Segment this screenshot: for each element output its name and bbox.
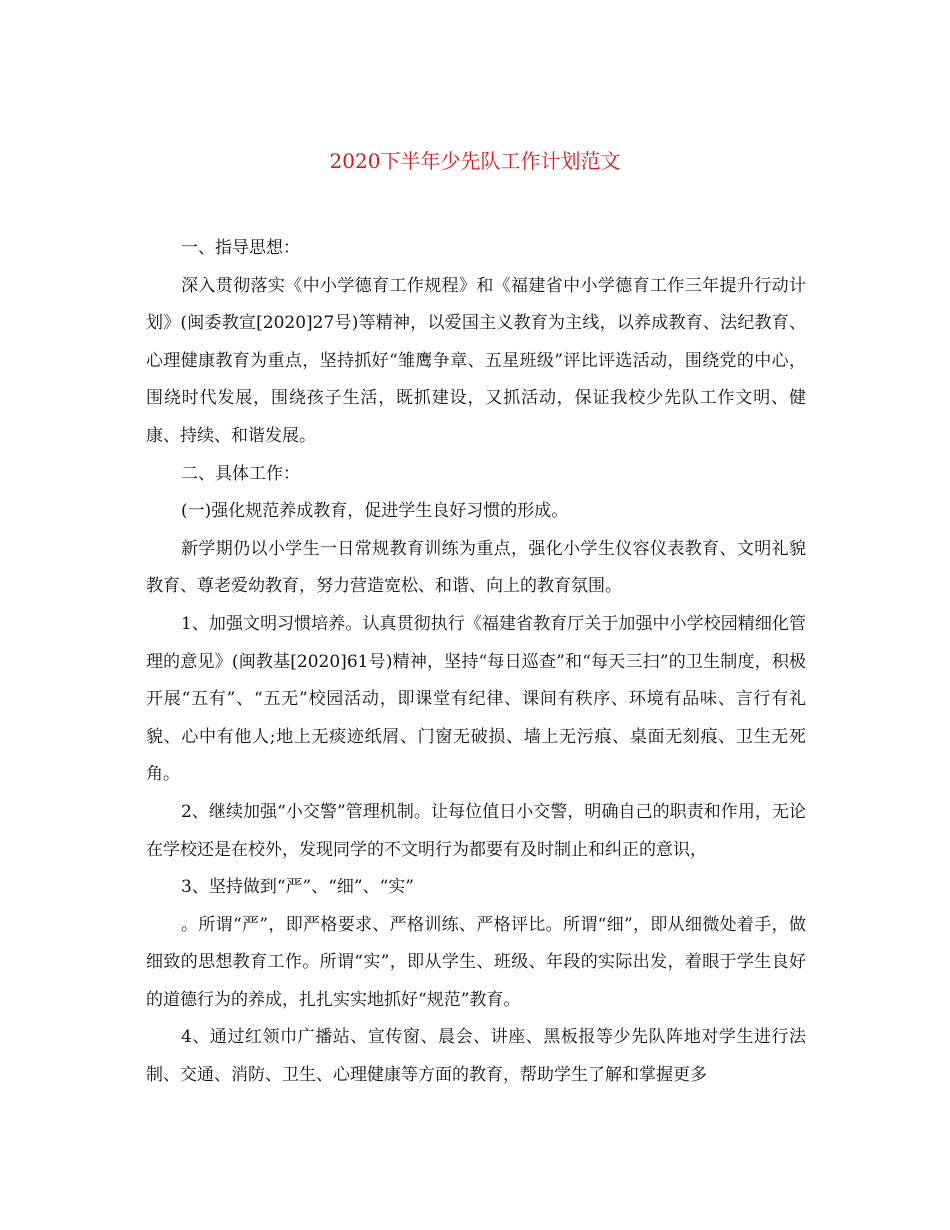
document-title: 2020下半年少先队工作计划范文 [329, 149, 621, 173]
paragraph: 1、加强文明习惯培养。认真贯彻执行《福建省教育厅关于加强中小学校园精细化管理的意见》(闽教基[2020]61号)精神，坚持“每日巡查”和“每天三扫”的卫生制度，积极开展“五有”、“五无”校园活动，即课堂有纪律、课间有秩序、环境有品味、言行有礼貌、心中有他人;地上无痰迹纸屑、门窗无破损、墙上无污痕、桌面无刻痕、卫生无死角。 [146, 613, 806, 785]
paragraph: 。所谓“严”，即严格要求、严格训练、严格评比。所谓“细”，即从细微处着手，做细致的思想教育工作。所谓“实”，即从学生、班级、年段的实际出发，着眼于学生良好的道德行为的养成，扎扎实实地抓好“规范”教育。 [146, 914, 806, 1010]
paragraph: 3、坚持做到“严”、“细”、“实” [181, 877, 414, 898]
paragraph: 深入贯彻落实《中小学德育工作规程》和《福建省中小学德育工作三年提升行动计划》(闽委教宣[2020]27号)等精神，以爱国主义教育为主线，以养成教育、法纪教育、心理健康教育为重点，坚持抓好“雏鹰争章、五星班级”评比评选活动，围绕党的中心，围绕时代发展，围绕孩子生活，既抓建设，又抓活动，保证我校少先队工作文明、健康、持续、和谐发展。 [146, 275, 806, 446]
document-body [146, 230, 806, 1095]
section-heading-specific-work: 二、具体工作： [181, 463, 300, 484]
paragraph: 新学期仍以小学生一日常规教育训练为重点，强化小学生仪容仪表教育、文明礼貌教育、尊老爱幼教育，努力营造宽松、和谐、向上的教育氛围。 [146, 538, 806, 597]
section-heading-guiding-thought: 一、指导思想： [181, 238, 300, 258]
paragraph: 2、继续加强“小交警”管理机制。让每位值日小交警，明确自己的职责和作用，无论在学校还是在校外，发现同学的不文明行为都要有及时制止和纠正的意识， [146, 801, 806, 860]
subsection-heading: (一)强化规范养成教育，促进学生良好习惯的形成。 [181, 501, 569, 522]
paragraph: 4、通过红领巾广播站、宣传窗、晨会、讲座、黑板报等少先队阵地对学生进行法制、交通、消防、卫生、心理健康等方面的教育，帮助学生了解和掌握更多 [146, 1027, 806, 1086]
